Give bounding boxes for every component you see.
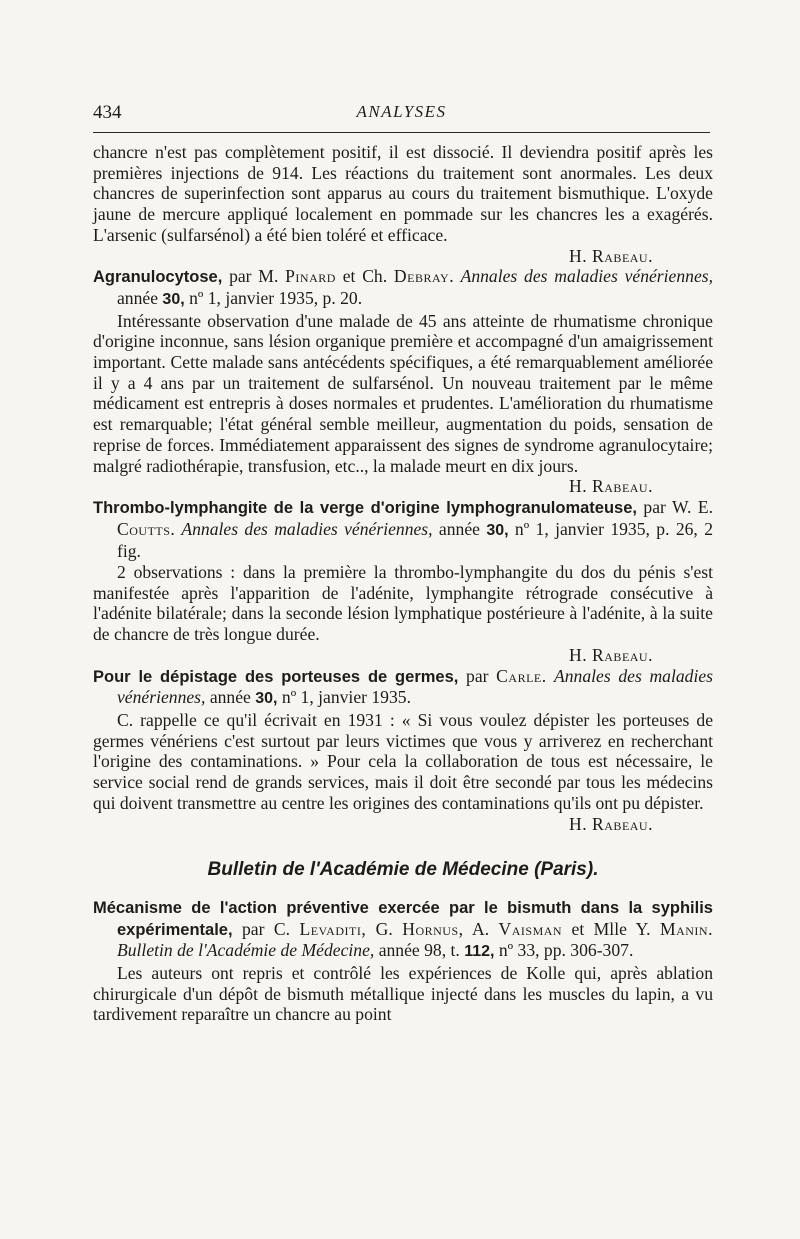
signature: H. Rabeau. [569,644,653,665]
entry-title: Agranulocytose, [93,268,223,287]
entry-heading: Agranulocytose, par M. Pinard et Ch. Debray. Annales des maladies vénériennes, année 30, nº 1, janvier 1935, p. 20. [93,266,714,308]
page-body [93,142,713,1025]
running-title: ANALYSES [356,102,447,121]
entry-title: Mécanisme de l'action préventive exercée par le bismuth dans la syphilis expérimentale, [93,898,713,939]
section-heading: Bulletin de l'Académie de Médecine (Paris). [207,859,599,881]
volume: 30, [486,521,509,539]
volume: 30, [162,290,185,308]
journal-name: Annales des maladies vénériennes, [454,266,714,287]
paragraph: chancre n'est pas complètement positif, il est dissocié. Il deviendra positif après les premières injections de 914. Les réactions du traitement sont anormales. Les deux chancres de superinfection sont apparus au cours du traitement bismuthique. L'oxyde jaune de mercure appliqué localement en pommade sur les chancres les a exagérés. L'arsenic (sulfarsénol) a été bien toléré et efficace. [93,142,713,245]
paragraph: 2 observations : dans la première la thrombo-lymphangite du dos du pénis s'est manifestée après l'apparition de l'adénite, lymphangite rétrograde consécutive à l'adénite bilatérale; dans la seconde lésion lymphatique postérieure à l'adénite, à la suite de chancre de très longue durée. [93,562,713,645]
signature: H. Rabeau. [569,476,653,497]
author: Hornus, [402,918,464,939]
entry-heading: Pour le dépistage des porteuses de germes, par Carle. Annales des maladies vénériennes, année 30, nº 1, janvier 1935. [93,665,714,708]
volume: 112, [464,943,495,961]
author: Carle. [496,665,547,686]
journal-name: Annales des maladies vénériennes, [117,665,714,708]
header-rule [93,132,710,133]
entry-title: Pour le dépistage des porteuses de germes, [93,667,459,686]
page-header [93,98,710,126]
author: Manin. [659,918,713,939]
author: Vaisman [498,918,563,939]
author: Debray. [393,266,455,287]
author: Pinard [285,266,336,287]
page-number: 434 [93,102,122,123]
entry-title: Thrombo-lymphangite de la verge d'origine lymphogranulomateuse, [93,498,637,517]
paragraph: Les auteurs ont repris et contrôlé les expériences de Kolle qui, après ablation chirurgicale d'un dépôt de bismuth métallique injecté dans les muscles du lapin, a vu tardivement reparaître un chancre au point [93,963,713,1025]
volume: 30, [255,690,278,708]
entry-heading: Mécanisme de l'action préventive exercée par le bismuth dans la syphilis expérimentale, par C. Levaditi, G. Hornus, A. Vaisman et Mlle Y. Manin. Bulletin de l'Académie de Médecine, année 98, t. 112, nº 33, pp. 306-307. [93,898,713,961]
paragraph: Intéressante observation d'une malade de 45 ans atteinte de rhumatisme chronique d'origine inconnue, sans lésion organique première et accompagné d'un amaigrissement important. Cette malade sans antécédents spécifiques, a été remarquablement améliorée il y a 4 ans par un traitement de sulfarsénol. Un nouveau traitement par le même médicament est entrepris à doses normales et prudentes. L'amélioration du rhumatisme est remarquable; l'état général semble meilleur, augmentation du poids, sensation de reprise de forces. Immédiatement apparaissent des signes de syndrome agranulocytaire; malgré radiothérapie, transfusion, etc.., la malade meurt en dix jours. [93,310,713,476]
signature: H. Rabeau. [569,245,653,266]
author: Coutts. [117,518,176,539]
signature: H. Rabeau. [569,813,653,834]
paragraph: C. rappelle ce qu'il écrivait en 1931 : « Si vous voulez dépister les porteuses de germes vénériens c'est surtout par leurs victimes que vous y arriverez en recherchant l'origine des contaminations. » Pour cela la collaboration de tous est nécessaire, le service social rend de grands services, mais il doit être secondé par tous les médecins qui doivent transmettre au centre les origines des contaminations qu'ils ont pu dépister. [93,709,713,813]
entry-heading: Thrombo-lymphangite de la verge d'origine lymphogranulomateuse, par W. E. Coutts. Annales des maladies vénériennes, année 30, nº 1, janvier 1935, p. 26, 2 fig. [93,496,713,562]
journal-name: Bulletin de l'Académie de Médecine, [117,940,375,961]
author: Levaditi, [299,918,367,939]
journal-name: Annales des maladies vénériennes, [175,518,433,539]
